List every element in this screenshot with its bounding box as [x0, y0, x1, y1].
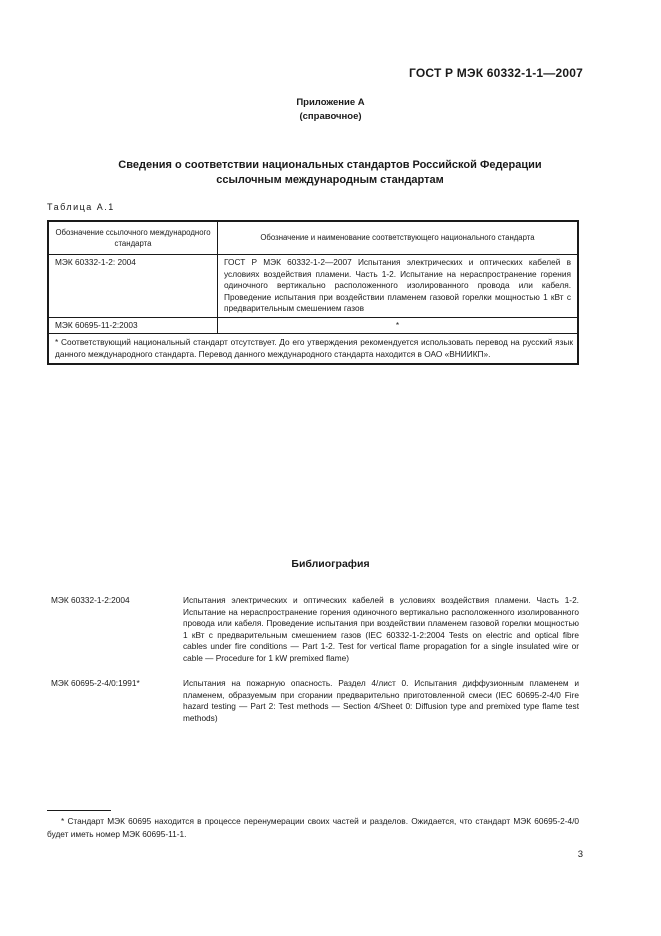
- table-cell-national: *: [218, 317, 579, 334]
- annex-heading: [0, 96, 661, 124]
- bibliography-code: МЭК 60695-2-4/0:1991*: [51, 678, 140, 688]
- section-title-line-1: Сведения о соответствии национальных стандартов Российской Федерации: [118, 159, 542, 171]
- bibliography-text: Испытания на пожарную опасность. Раздел 4/лист 0. Испытания диффузионным пламенем и пламенем, образуемым при сгорании предварительно приготовленной смеси (IEC 60695-2-4/0 Fire hazard testing — Part 2: Test methods — Section 4/Sheet 0: Diffusion type and premixed type flame test methods): [183, 678, 579, 723]
- table-header-row: [48, 221, 578, 255]
- table-row: [48, 317, 578, 334]
- annex-title: Приложение А: [296, 97, 365, 108]
- page-footnote: * Стандарт МЭК 60695 находится в процессе перенумерации своих частей и разделов. Ожидается, что стандарт МЭК 60695-2-4/0 будет иметь номер МЭК 60695-11-1.: [47, 816, 579, 839]
- table-cell-ref: МЭК 60695-11-2:2003: [48, 317, 218, 334]
- bibliography-title: Библиография: [291, 558, 370, 570]
- bibliography-text: Испытания электрических и оптических кабелей в условиях воздействия пламени. Часть 1-2. Испытание на нераспространение горения одиночного вертикально расположенного изолированного провода или кабеля. Проведение испытания при воздействии пламенем газовой горелки мощностью 1 кВт с предварительным смешением газов (IEC 60332-1-2:2004 Tests on electric and optical fibre cables under fire conditions — Part 1-2. Test for vertical flame propagation for a single insulated wire or cable — Procedure for 1 kW premixed flame): [183, 595, 579, 663]
- bibliography-code: МЭК 60332-1-2:2004: [51, 595, 130, 605]
- section-title: [60, 158, 600, 188]
- annex-subtitle: (справочное): [299, 111, 362, 122]
- table-cell-ref: МЭК 60332-1-2: 2004: [48, 255, 218, 318]
- document-code: ГОСТ Р МЭК 60332-1-1—2007: [409, 66, 583, 80]
- table-header-ref: Обозначение ссылочного международного стандарта: [48, 221, 218, 255]
- table-row: [48, 255, 578, 318]
- page-number: 3: [577, 849, 583, 860]
- footnote-divider: [47, 810, 111, 811]
- table-label: Таблица А.1: [47, 202, 115, 212]
- table-footnote-row: [48, 334, 578, 365]
- correspondence-table: [47, 220, 579, 365]
- table-cell-national: ГОСТ Р МЭК 60332-1-2—2007 Испытания электрических и оптических кабелей в условиях воздействия пламени. Часть 1-2. Испытание на нераспространение горения одиночного вертикально расположенного изолированного провода или кабеля. Проведение испытания при воздействии пламенем газовой горелки мощностью 1 кВт с предварительным смешением газов: [218, 255, 579, 318]
- table-footnote: * Соответствующий национальный стандарт отсутствует. До его утверждения рекомендуется использовать перевод на русский язык данного международного стандарта. Перевод данного международного стандарта находится в ОАО «ВНИИКП».: [48, 334, 578, 365]
- table-header-national: Обозначение и наименование соответствующего национального стандарта: [218, 221, 579, 255]
- section-title-line-2: ссылочным международным стандартам: [216, 174, 444, 186]
